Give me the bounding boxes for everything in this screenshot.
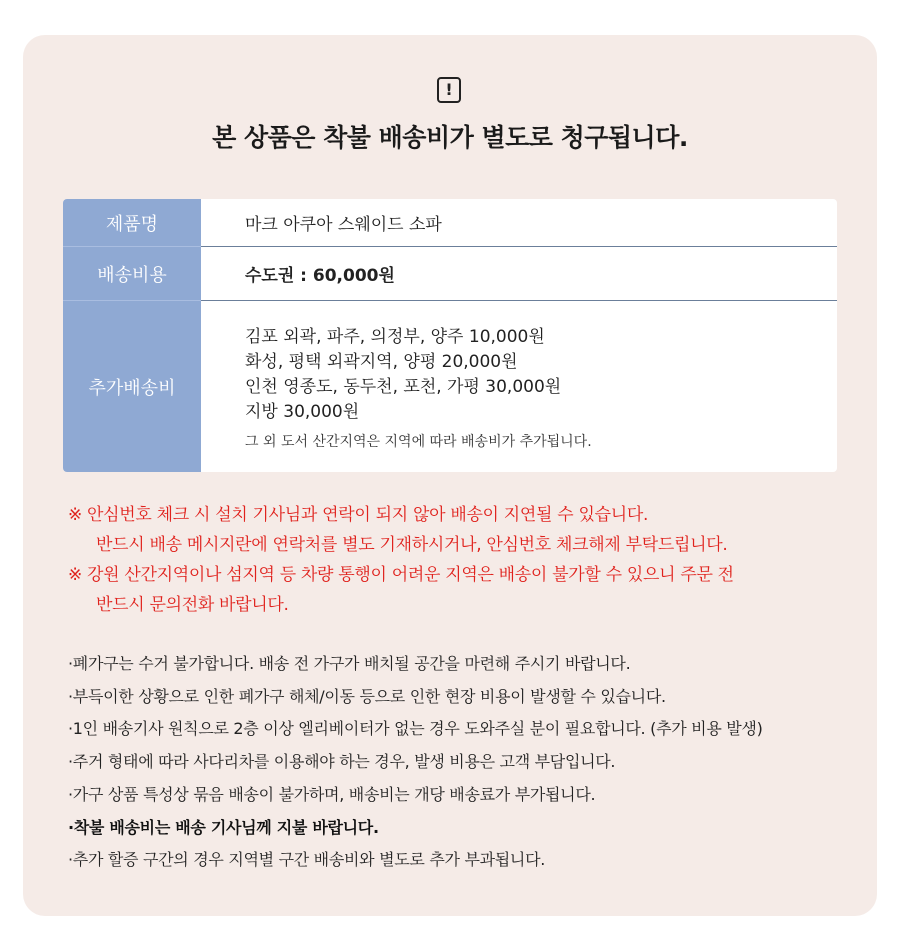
extra-shipping-label: 추가배송비 [63,301,201,472]
list-item: ·부득이한 상황으로 인한 폐가구 해체/이동 등으로 인한 현장 비용이 발생할 수 있습니다. [68,686,666,706]
list-item: ·가구 상품 특성상 묶음 배송이 불가하며, 배송비는 개당 배송료가 부가됩니다. [68,784,596,804]
extra-line: 지방 30,000원 [245,402,360,422]
product-label: 제품명 [63,199,201,246]
list-item: ·추가 할증 구간의 경우 지역별 구간 배송비와 별도로 추가 부과됩니다. [68,850,546,870]
notice-line: 반드시 배송 메시지란에 연락처를 별도 기재하시거나, 안심번호 체크해제 부탁드립니다. [96,535,728,555]
notice-line: ※ 안심번호 체크 시 설치 기사님과 연락이 되지 않아 배송이 지연될 수 있습니다. [68,505,649,525]
table-row-shipping [63,247,837,300]
product-value: 마크 아쿠아 스웨이드 소파 [245,215,442,235]
notice-line: ※ 강원 산간지역이나 섬지역 등 차량 통행이 어려운 지역은 배송이 불가할 수 있으니 주문 전 [68,565,734,585]
extra-line: 인천 영종도, 동두천, 포천, 가평 30,000원 [245,377,562,397]
shipping-value: 수도권 : 60,000원 [245,266,395,286]
exclamation-box-icon [437,77,461,103]
guidance-list [68,648,763,877]
page-title: 본 상품은 착불 배송비가 별도로 청구됩니다. [212,123,688,152]
extra-shipping-note: 그 외 도서 산간지역은 지역에 따라 배송비가 추가됩니다. [245,434,592,450]
extra-line: 화성, 평택 외곽지역, 양평 20,000원 [245,352,518,372]
list-item: ·주거 형태에 따라 사다리차를 이용해야 하는 경우, 발생 비용은 고객 부담입니다. [68,752,616,772]
list-item: ·폐가구는 수거 불가합니다. 배송 전 가구가 배치될 공간을 마련해 주시기 바랍니다. [68,654,631,673]
extra-line: 김포 외곽, 파주, 의정부, 양주 10,000원 [245,327,545,347]
extra-shipping-list [245,325,561,425]
shipping-table [63,199,837,472]
exclamation-glyph: ! [445,80,453,99]
table-row-product [63,199,837,246]
red-notice [68,500,734,620]
table-row-extra [63,301,837,472]
notice-line: 반드시 문의전화 바랍니다. [96,595,289,615]
shipping-label: 배송비용 [63,247,201,300]
list-item: ·1인 배송기사 원칙으로 2층 이상 엘리베이터가 없는 경우 도와주실 분이 필요합니다. (추가 비용 발생) [68,719,763,739]
list-item: ·착불 배송비는 배송 기사님께 지불 바랍니다. [68,817,379,837]
